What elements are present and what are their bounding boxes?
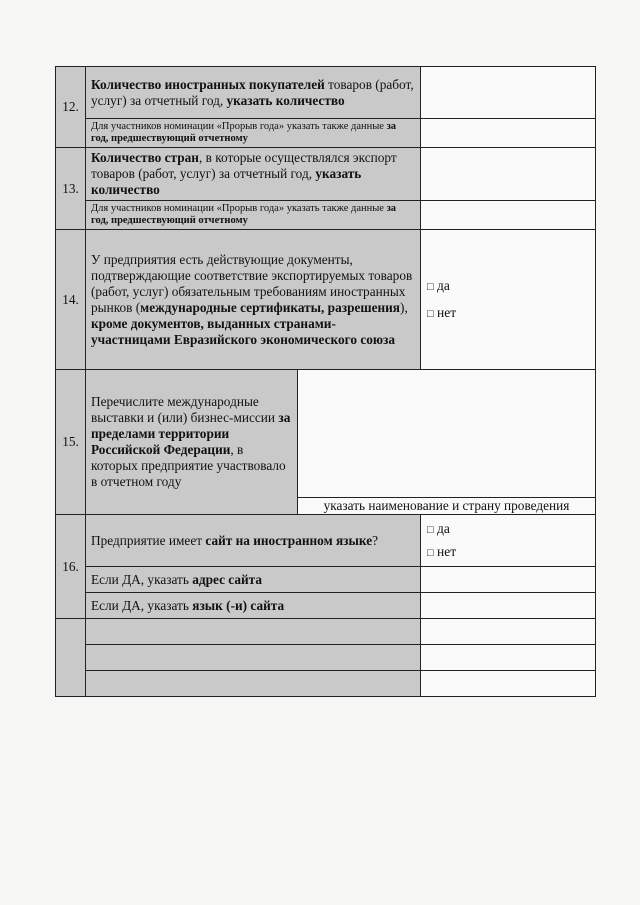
question-16-language-text: Если ДА, указать xyxy=(91,597,193,613)
option-16-yes-label: да xyxy=(437,520,450,536)
question-15-bold: за пределами территории Российской Федерации xyxy=(91,410,291,457)
row-number-empty xyxy=(56,619,86,697)
option-16-no[interactable] xyxy=(421,543,595,562)
question-16-bold: сайт на иностранном языке xyxy=(205,532,373,548)
note-12-text: Для участников номинации «Прорыв года» указать также данные xyxy=(91,121,387,132)
note-12 xyxy=(86,119,421,148)
question-12-instruction: указать количество xyxy=(226,92,345,108)
option-14-yes[interactable] xyxy=(421,277,595,296)
answer-16-address-field[interactable] xyxy=(421,567,596,593)
empty-answer-field[interactable] xyxy=(421,619,596,645)
question-16-text: Предприятие имеет xyxy=(91,532,206,548)
answer-12-previous-year-field[interactable] xyxy=(421,119,596,148)
empty-answer-field[interactable] xyxy=(421,645,596,671)
note-13-text: Для участников номинации «Прорыв года» указать также данные xyxy=(91,203,387,214)
question-16-language xyxy=(86,593,421,619)
note-12-bold: за год, предшествующий отчетному xyxy=(91,121,397,144)
checkbox-icon[interactable]: □ xyxy=(427,523,434,536)
note-13 xyxy=(86,201,421,230)
option-16-no-label: нет xyxy=(437,543,457,559)
question-16-address xyxy=(86,567,421,593)
row-number-14: 14. xyxy=(56,230,86,370)
answer-12-field[interactable] xyxy=(421,67,596,119)
checkbox-icon[interactable]: □ xyxy=(427,280,434,293)
answer-15-field[interactable] xyxy=(298,370,596,498)
question-15-text-2: , в которых предприятие участвовало в отчетном году xyxy=(91,442,286,489)
question-13-text: , в которые осуществлялся экспорт товаров (работ, услуг) за отчетный год, xyxy=(91,150,397,181)
question-15 xyxy=(86,370,298,515)
question-12-bold: Количество иностранных покупателей xyxy=(91,76,325,92)
option-14-no-label: нет xyxy=(437,304,457,320)
question-14-text-2: ), xyxy=(400,299,408,315)
question-16 xyxy=(86,515,421,567)
answer-13-field[interactable] xyxy=(421,148,596,201)
question-16-language-bold: язык (-и) сайта xyxy=(192,597,285,613)
answer-15-hint: указать наименование и страну проведения xyxy=(298,498,596,515)
row-number-12: 12. xyxy=(56,67,86,148)
question-14-exception: кроме документов, выданных странами-участницами Евразийского экономического союза xyxy=(91,315,396,347)
question-13 xyxy=(86,148,421,201)
question-13-instruction: указать количество xyxy=(91,166,362,197)
option-16-yes[interactable] xyxy=(421,520,595,539)
answer-16-options xyxy=(421,515,596,567)
checkbox-icon[interactable]: □ xyxy=(427,307,434,320)
question-12 xyxy=(86,67,421,119)
question-13-bold: Количество стран xyxy=(91,150,199,165)
question-14 xyxy=(86,230,421,370)
option-14-yes-label: да xyxy=(437,277,450,293)
question-14-text: У предприятия есть действующие документы, подтверждающие соответствие экспортируемых товаров (работ, услуг) обязательным требованиям иностранных рынков ( xyxy=(91,251,413,315)
questionnaire-table xyxy=(55,66,596,697)
question-12-text: товаров (работ, услуг) за отчетный год, xyxy=(91,76,414,108)
row-number-16: 16. xyxy=(56,515,86,619)
answer-16-language-field[interactable] xyxy=(421,593,596,619)
question-16-text-2: ? xyxy=(372,532,379,548)
question-14-bold: международные сертификаты, разрешения xyxy=(140,299,401,315)
empty-question-row xyxy=(86,645,421,671)
question-16-address-bold: адрес сайта xyxy=(192,571,263,587)
empty-question-row xyxy=(86,619,421,645)
note-13-bold: за год, предшествующий отчетному xyxy=(91,203,397,226)
row-number-13: 13. xyxy=(56,148,86,230)
question-15-text: Перечислите международные выставки и (или) бизнес-миссии xyxy=(91,394,279,425)
option-14-no[interactable] xyxy=(421,304,595,323)
empty-question-row xyxy=(86,671,421,697)
answer-14-options xyxy=(421,230,596,370)
checkbox-icon[interactable]: □ xyxy=(427,546,434,559)
row-number-15: 15. xyxy=(56,370,86,515)
empty-answer-field[interactable] xyxy=(421,671,596,697)
question-16-address-text: Если ДА, указать xyxy=(91,571,193,587)
answer-13-previous-year-field[interactable] xyxy=(421,201,596,230)
